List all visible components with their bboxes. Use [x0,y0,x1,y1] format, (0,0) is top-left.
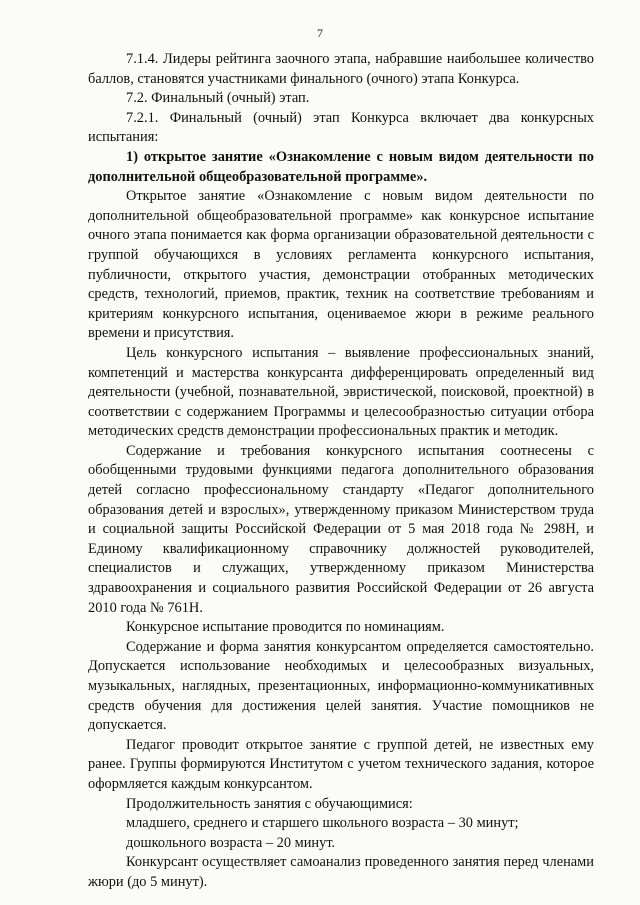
paragraph-teacher-group: Педагог проводит открытое занятие с группой детей, не известных ему ранее. Группы формируются Институтом с учетом технического задания, которое оформляется каждым конкурсантом. [88,736,594,792]
document-body [88,50,594,893]
paragraph-duration: Продолжительность занятия с обучающимися: [126,795,413,812]
paragraph-content-form: Содержание и форма занятия конкурсантом определяется самостоятельно. Допускается использование необходимых и целесообразных визуальных, музыкальных, наглядных, презентационных, информационно-коммуникативных средств обучения для достижения целей занятия. Участие помощников не допускается. [88,638,594,734]
paragraph-7-2-heading: 7.2. Финальный (очный) этап. [126,90,310,107]
paragraph-7-1-4: 7.1.4. Лидеры рейтинга заочного этапа, набравшие наибольшее количество баллов, становятся участниками финального (очного) этапа Конкурса. [88,51,594,87]
page-number: 7 [317,26,323,40]
paragraph-content-requirements: Содержание и требования конкурсного испытания соотнесены с обобщенными трудовыми функциями педагога дополнительного образования детей согласно профессиональному стандарту «Педагог дополнительного образования детей и взрослых», утвержденному приказом Министерством труда и социальной защиты Российской Федерации от 5 мая 2018 года № 298Н, и Единому квалификационному справочнику должностей руководителей, специалистов и служащих, утвержденному приказом Министерства здравоохранения и социального развития Российской Федерации от 26 августа 2010 года № 761Н. [88,442,594,616]
paragraph-goal: Цель конкурсного испытания – выявление профессиональных знаний, компетенций и мастерства конкурсанта дифференцировать определенный вид деятельности (учебной, познавательной, эвристической, поисковой, проектной) в соответствии с содержанием Программы и целесообразностью ситуации отбора методических средств демонстрации профессиональных практик и методик. [88,344,594,440]
paragraph-duration-school: младшего, среднего и старшего школьного возраста – 30 минут; [126,815,519,832]
paragraph-nominations: Конкурсное испытание проводится по номинациям. [126,619,445,636]
paragraph-open-lesson-title: 1) открытое занятие «Ознакомление с новым видом деятельности по дополнительной общеобразовательной программе». [88,148,594,185]
paragraph-self-analysis: Конкурсант осуществляет самоанализ проведенного занятия перед членами жюри (до 5 минут). [88,854,594,890]
paragraph-duration-preschool: дошкольного возраста – 20 минут. [126,834,336,851]
paragraph-7-2-1: 7.2.1. Финальный (очный) этап Конкурса включает два конкурсных испытания: [88,109,594,146]
paragraph-open-lesson-definition: Открытое занятие «Ознакомление с новым видом деятельности по дополнительной общеобразовательной программе» как конкурсное испытание очного этапа понимается как форма организации образовательной деятельности с группой обучающихся в условиях регламента конкурсного испытания, публичности, открытого участия, демонстрации отобранных методических средств, технологий, приемов, практик, техник на соответствие требованиям и критериям конкурсного испытания, оцениваемое жюри в режиме реального времени и присутствия. [88,188,594,342]
